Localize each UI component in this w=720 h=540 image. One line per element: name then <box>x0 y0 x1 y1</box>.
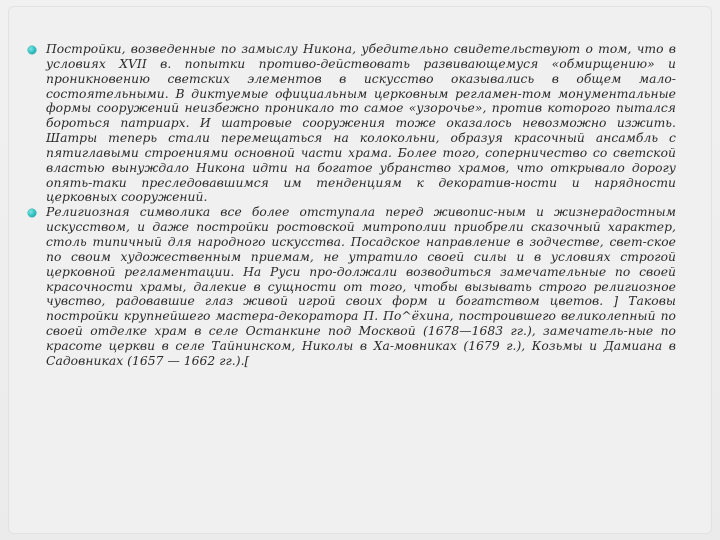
paragraph-2-text: Религиозная символика все более отступала перед живопис-ным и жизнерадостным искусством, и даже постройки ростовской митрополии приобрели сказочный характер, столь типичный для народного искусства. Посадское направление в зодчестве, свет-ское по своим художественным приемам, не утратило своей силы и в условиях строгой церковной регламентации. На Руси про-должали возводиться замечательные по своей красочности храмы, далекие в сущности от того, чтобы вызывать строго религиозное чувство, радовавшие глаз живой игрой своих форм и богатством цветов. ] Таковы постройки крупнейшего мастера-декоратора П. По^ёхина, построившего великолепный по своей отделке храм в селе Останкине под Москвой (1678—1683 гг.), замечатель-ные по красоте церкви в селе Тайнинском, Николы в Ха-мовниках (1679 г.), Козьмы и Дамиана в Садовниках (1657 — 1662 гг.).[ <box>46 205 676 368</box>
bullet-icon <box>28 46 36 54</box>
paragraph-2 <box>46 205 676 368</box>
slide-content <box>46 42 676 369</box>
paragraph-1-text: Постройки, возведенные по замыслу Никона, убедительно свидетельствуют о том, что в условиях XVII в. попытки противо-действовать развивающемуся «обмирщению» и проникновению светских элементов в искусство оказывались в общем мало-состоятельными. В диктуемые официальным церковным регламен-том монументальные формы сооружений неизбежно проникало то самое «узорочье», против которого пытался бороться патриарх. И шатровые сооружения тоже оказалось невозможно изжить. Шатры теперь стали перемещаться на колокольни, образуя красочный ансамбль с пятиглавыми строениями основной части храма. Более того, соперничество со светской властью вынуждало Никона идти на богатое убранство храмов, что открывало дорогу опять-таки преследовавшимся им тенденциям к декоратив-ности и нарядности церковных сооружений. <box>46 42 676 205</box>
paragraph-1 <box>46 42 676 205</box>
